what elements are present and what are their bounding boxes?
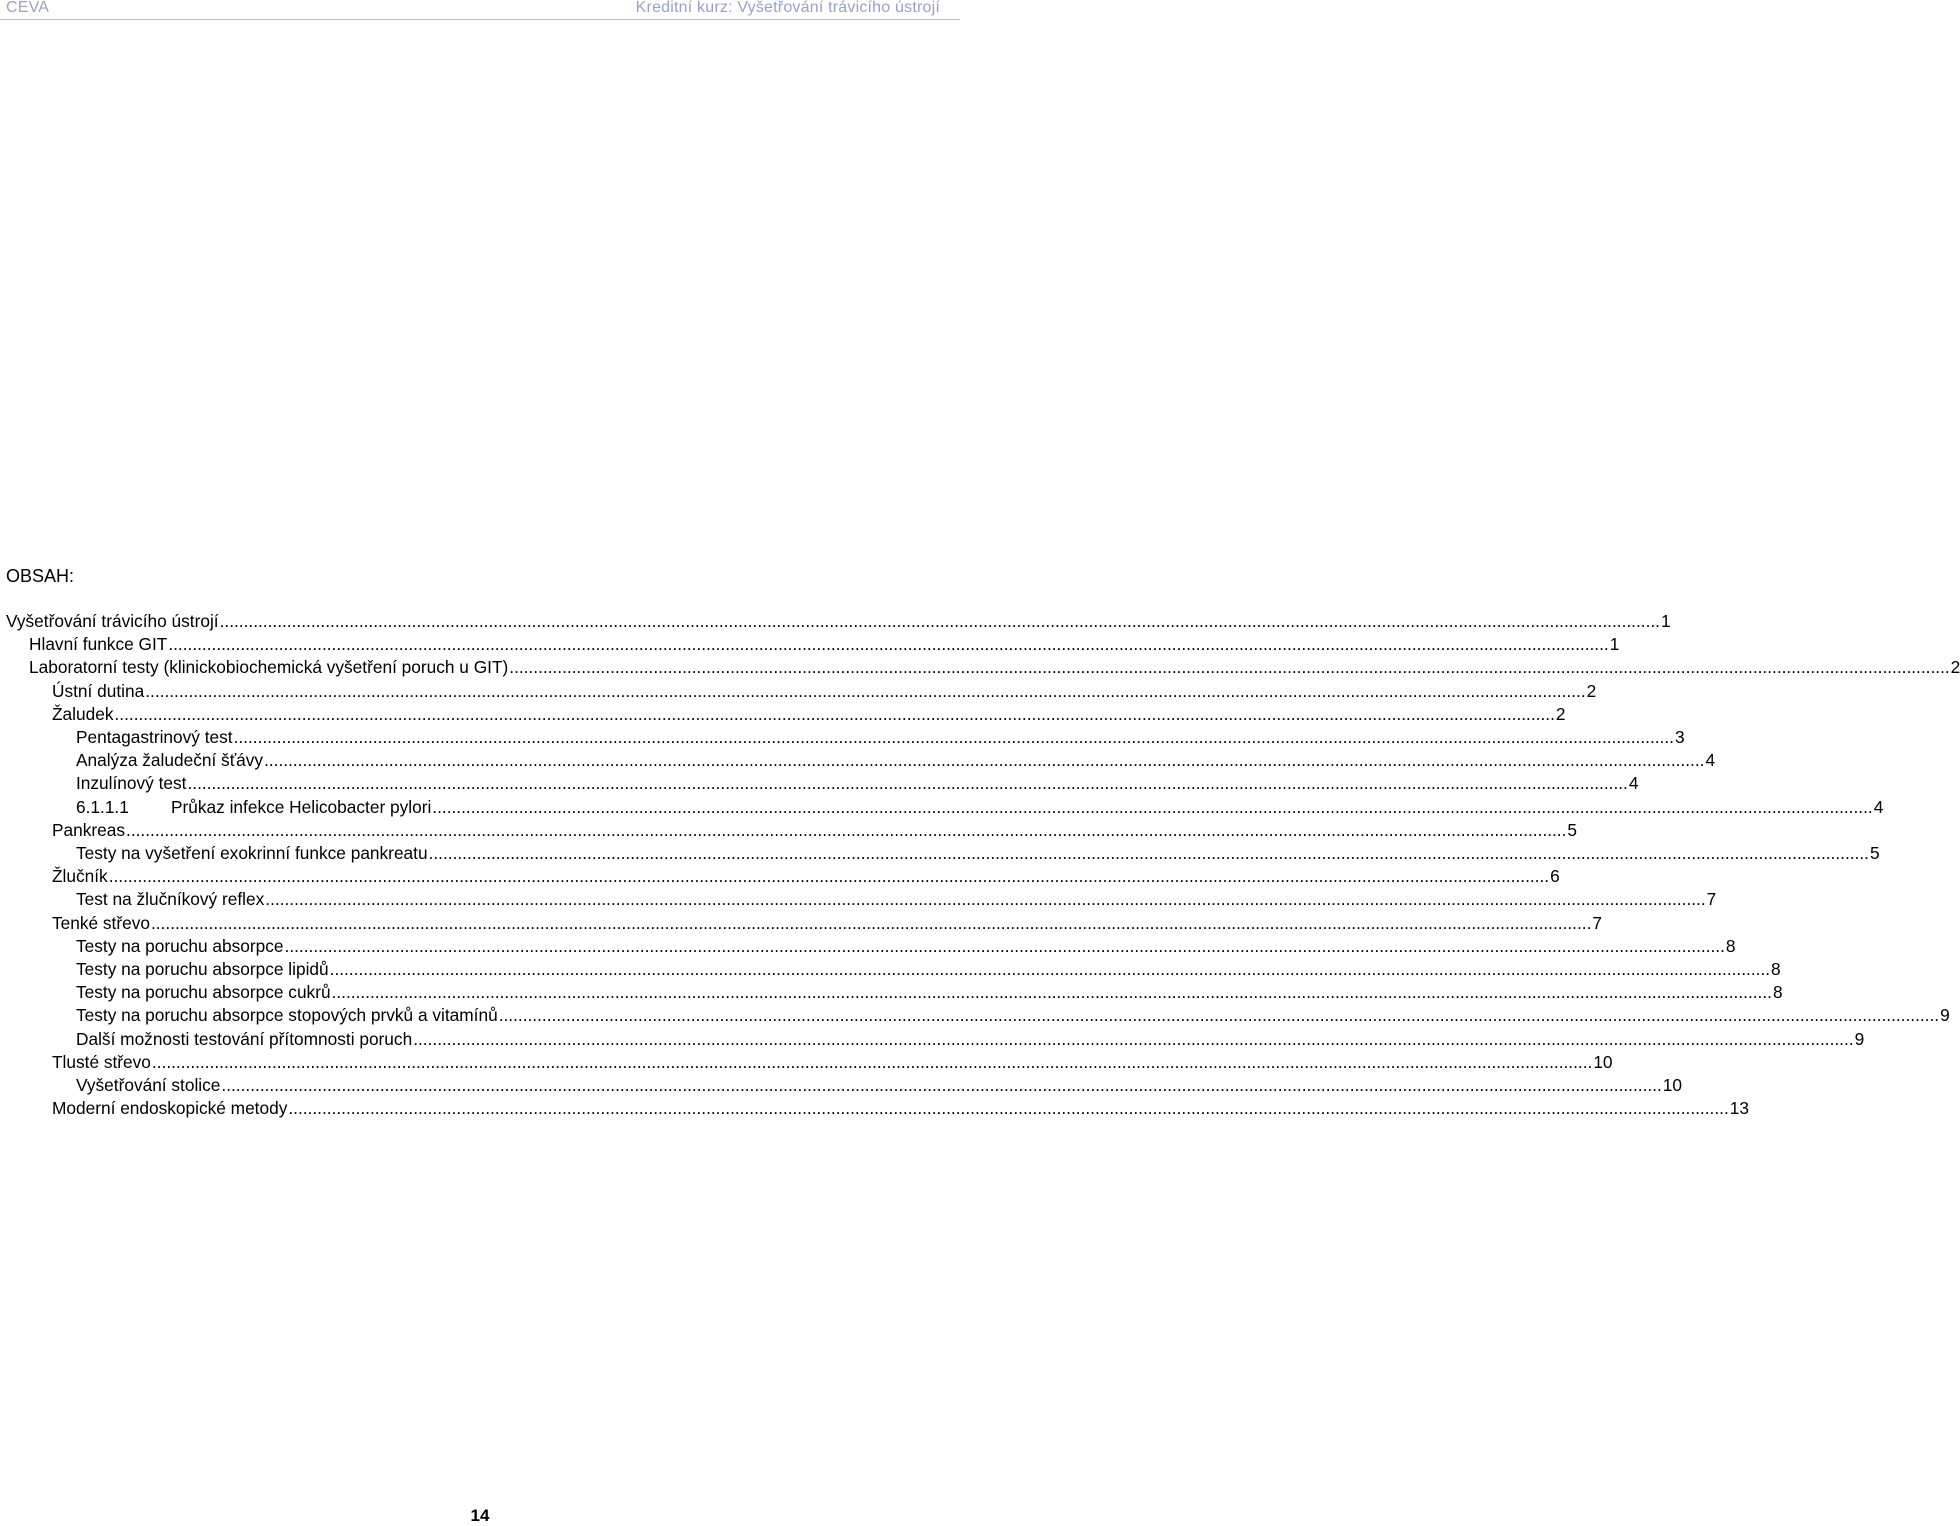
toc-entry-text: Pankreas (52, 819, 126, 840)
toc-entry-page: 10 (1593, 1051, 1613, 1072)
toc-entry-page: 9 (1854, 1028, 1865, 1049)
toc-entry-title (76, 1004, 498, 1027)
toc-entry-text: Analýza žaludeční šťávy (76, 750, 264, 771)
toc-entry[interactable] (0, 1028, 1865, 1051)
toc-entry-page: 4 (1873, 796, 1884, 817)
toc-entry-text: Test na žlučníkový reflex (76, 889, 265, 910)
toc-entry-page: 5 (1567, 819, 1578, 840)
toc-leader-dots: ............................................................................................................................................................................................................................................................................................................ (108, 866, 1550, 887)
toc-entry[interactable] (0, 610, 1671, 633)
toc-leader-dots: ............................................................................................................................................................................................................................................................................................................ (221, 1075, 1662, 1095)
toc-entry-text: Testy na poruchu absorpce lipidů (76, 959, 329, 979)
toc-entry-title (52, 703, 113, 726)
toc-entry-text: Hlavní funkce GIT (29, 634, 168, 655)
toc-entry[interactable] (0, 958, 1781, 981)
toc-entry-page: 13 (1729, 1098, 1749, 1119)
toc-entry-title (52, 912, 150, 935)
toc-leader-dots: ............................................................................................................................................................................................................................................................................................................ (329, 959, 1771, 979)
toc-entry-page: 7 (1592, 912, 1602, 933)
toc-entry-title (76, 958, 329, 981)
toc-entry-title (76, 935, 284, 958)
toc-leader-dots: ............................................................................................................................................................................................................................................................................................................ (413, 1028, 1854, 1049)
toc-entry-text: Tlusté střevo (52, 1051, 151, 1072)
toc-entry-title (76, 888, 264, 911)
toc-leader-dots: ............................................................................................................................................................................................................................................................................................................ (428, 843, 1869, 863)
toc-entry[interactable] (0, 981, 1783, 1004)
toc-entry[interactable] (0, 703, 1566, 726)
page-header (0, 0, 960, 20)
toc-entry-text: Moderní endoskopické metody (52, 1098, 288, 1119)
toc-entry-text: Testy na poruchu absorpce cukrů (76, 982, 331, 1003)
toc-entry-title (6, 610, 219, 633)
toc-entry[interactable] (0, 912, 1602, 935)
toc-entry[interactable] (0, 772, 1639, 795)
toc-entry-title (52, 680, 144, 703)
toc-entry-title (76, 749, 263, 772)
toc-leader-dots: ............................................................................................................................................................................................................................................................................................................ (150, 912, 1592, 933)
toc-entry-page: 2 (1586, 680, 1597, 701)
toc-leader-dots: ............................................................................................................................................................................................................................................................................................................ (168, 634, 1609, 655)
toc-entry-title (52, 865, 108, 888)
toc-entry[interactable] (0, 865, 1560, 888)
toc-entry[interactable] (0, 1051, 1613, 1074)
toc-leader-dots: ............................................................................................................................................................................................................................................................................................................ (187, 773, 1628, 794)
toc-entry-title (76, 772, 186, 795)
toc-heading: OBSAH: (6, 566, 75, 586)
toc-entry[interactable] (0, 842, 1880, 865)
toc-entry-page: 2 (1555, 703, 1566, 724)
toc-leader-dots: ............................................................................................................................................................................................................................................................................................................ (233, 727, 1674, 747)
toc-entry-page: 8 (1725, 935, 1736, 956)
toc-leader-dots: ............................................................................................................................................................................................................................................................................................................ (219, 611, 1660, 631)
toc-entry-page: 4 (1705, 750, 1716, 771)
toc-entry-text: Vyšetřování stolice (76, 1075, 221, 1095)
toc-entry-title (29, 633, 167, 656)
toc-entry-text: Průkaz infekce Helicobacter pylori (171, 796, 432, 817)
toc-entry-title (76, 796, 431, 819)
toc-entry-title (76, 1074, 220, 1097)
toc-leader-dots: ............................................................................................................................................................................................................................................................................................................ (331, 982, 1772, 1003)
toc-entry-page: 2 (1950, 657, 1960, 678)
toc-entry-title (29, 656, 508, 679)
toc-entry-text: Laboratorní testy (klinickobiochemická vyšetření poruch u GIT) (29, 657, 509, 678)
toc-entry-title (52, 1097, 287, 1120)
toc-entry-text: Žaludek (52, 703, 114, 724)
toc-entry[interactable] (0, 935, 1736, 958)
toc-leader-dots: ............................................................................................................................................................................................................................................................................................................ (114, 703, 1555, 724)
toc-entry[interactable] (0, 749, 1716, 772)
toc-entry[interactable] (0, 796, 1884, 819)
toc-leader-dots: ............................................................................................................................................................................................................................................................................................................ (151, 1051, 1593, 1072)
toc-entry-page: 1 (1609, 634, 1620, 655)
header-right-text: Kreditní kurz: Vyšetřování trávicího ústrojí (635, 0, 940, 16)
toc-entry-page: 7 (1706, 889, 1717, 910)
toc-entry[interactable] (0, 726, 1685, 749)
toc-entry-page: 5 (1869, 843, 1880, 863)
toc-entry[interactable] (0, 680, 1597, 703)
toc-leader-dots: ............................................................................................................................................................................................................................................................................................................ (264, 750, 1705, 771)
toc-entry-text: Testy na vyšetření exokrinní funkce pankreatu (76, 843, 428, 863)
toc-leader-dots: ............................................................................................................................................................................................................................................................................................................ (432, 796, 1873, 817)
toc-entry-text: Testy na poruchu absorpce stopových prvků a vitamínů (76, 1005, 498, 1026)
toc-leader-dots: ............................................................................................................................................................................................................................................................................................................ (145, 680, 1586, 701)
toc-entry-page: 10 (1662, 1075, 1683, 1095)
toc-entry-text: Vyšetřování trávicího ústrojí (6, 611, 219, 631)
toc-entry-page: 4 (1628, 773, 1639, 794)
toc-entry-text: Ústní dutina (52, 680, 145, 701)
toc-leader-dots: ............................................................................................................................................................................................................................................................................................................ (265, 889, 1706, 910)
toc-entry[interactable] (0, 1074, 1683, 1097)
page-number: 14 (470, 1506, 490, 1525)
toc-entry-page: 3 (1674, 727, 1685, 747)
toc-entry-title (52, 1051, 151, 1074)
toc-entry[interactable] (0, 1097, 1749, 1120)
toc-entry-page: 9 (1940, 1005, 1950, 1026)
toc-entry[interactable] (0, 656, 1960, 679)
toc-leader-dots: ............................................................................................................................................................................................................................................................................................................ (509, 657, 1950, 678)
toc-entry-text: Pentagastrinový test (76, 727, 233, 747)
toc-entry-page: 1 (1660, 611, 1671, 631)
toc-entry-title (52, 819, 125, 842)
header-left-text: CEVA (6, 0, 50, 16)
toc-entry-text: Další možnosti testování přítomnosti poruch (76, 1028, 413, 1049)
toc-entry-title (76, 726, 233, 749)
toc-entry-title (76, 981, 331, 1004)
toc-entry-title (76, 1028, 412, 1051)
toc-leader-dots: ............................................................................................................................................................................................................................................................................................................ (284, 935, 1725, 956)
toc-entry-text: Testy na poruchu absorpce (76, 935, 284, 956)
toc-entry-page: 8 (1771, 959, 1781, 979)
toc-entry-text: Tenké střevo (52, 912, 150, 933)
toc-entry[interactable] (0, 888, 1717, 911)
toc-entry[interactable] (0, 1004, 1950, 1027)
toc-entry-text: Žlučník (52, 866, 108, 887)
toc-entry-page: 8 (1772, 982, 1783, 1003)
toc-leader-dots: ............................................................................................................................................................................................................................................................................................................ (498, 1005, 1940, 1026)
toc-entry-title (76, 842, 428, 865)
toc-entry-text: Inzulínový test (76, 773, 187, 794)
toc-entry-number: 6.1.1.1 (76, 796, 129, 817)
toc-entry[interactable] (0, 819, 1578, 842)
toc-entry[interactable] (0, 633, 1620, 656)
toc-leader-dots: ............................................................................................................................................................................................................................................................................................................ (288, 1098, 1729, 1119)
toc-leader-dots: ............................................................................................................................................................................................................................................................................................................ (126, 819, 1567, 840)
toc-entry-page: 6 (1550, 866, 1560, 887)
